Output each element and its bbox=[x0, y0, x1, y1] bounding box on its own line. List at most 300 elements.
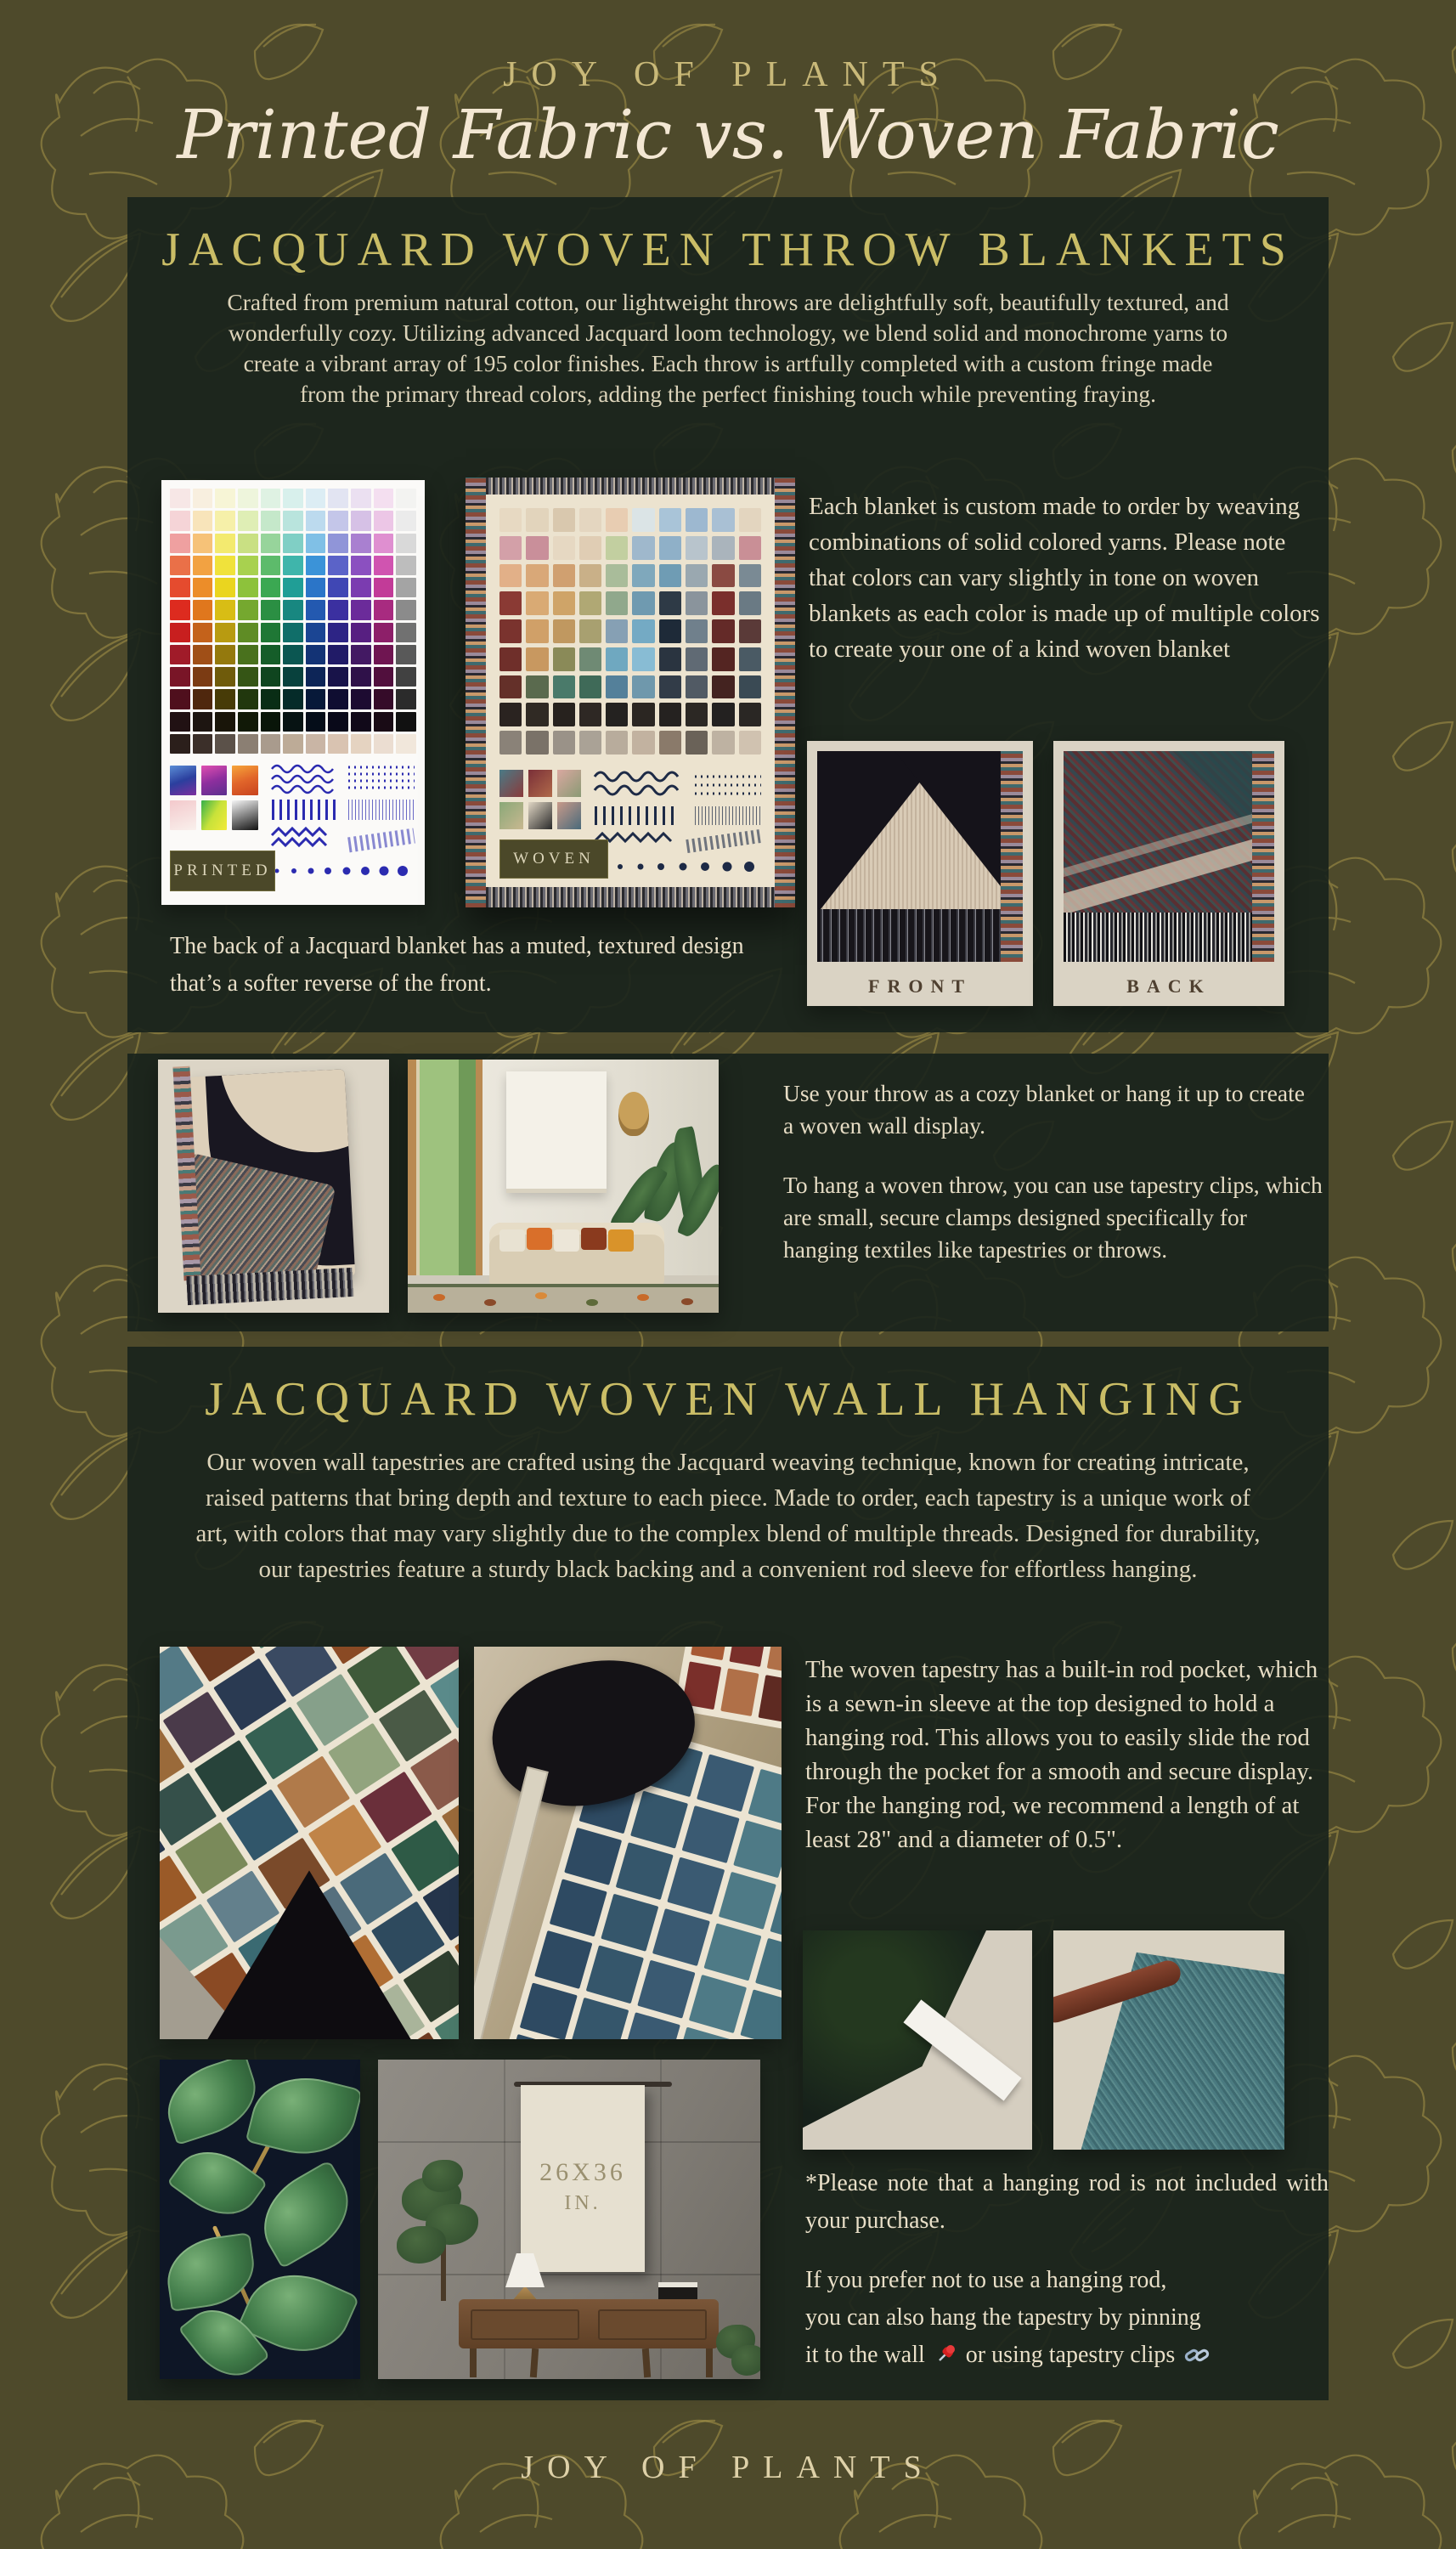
color-swatch bbox=[261, 600, 281, 619]
dark-green-fabric bbox=[803, 1930, 1032, 2150]
color-swatch bbox=[686, 508, 708, 532]
sofa-pillow bbox=[554, 1229, 579, 1252]
color-swatch bbox=[564, 1828, 622, 1885]
woven-fringe-bottom bbox=[486, 887, 775, 907]
color-swatch bbox=[739, 591, 761, 615]
color-swatch bbox=[170, 734, 190, 754]
books-stack bbox=[658, 2287, 697, 2299]
color-swatch bbox=[193, 689, 213, 709]
color-swatch bbox=[238, 645, 258, 664]
color-swatch bbox=[526, 536, 548, 560]
color-swatch bbox=[579, 703, 601, 726]
table-drawer bbox=[598, 2309, 707, 2340]
color-swatch bbox=[499, 564, 522, 588]
front-side-fringe bbox=[1001, 751, 1023, 962]
color-swatch bbox=[739, 619, 761, 643]
gradient-tile bbox=[528, 770, 552, 797]
color-swatch bbox=[499, 675, 522, 699]
color-swatch bbox=[739, 508, 761, 532]
color-swatch bbox=[499, 508, 522, 532]
color-swatch bbox=[306, 667, 326, 687]
color-swatch bbox=[630, 1791, 688, 1849]
color-swatch bbox=[606, 508, 628, 532]
back-side-fringe bbox=[1252, 751, 1274, 962]
color-swatch bbox=[306, 734, 326, 754]
color-swatch bbox=[170, 645, 190, 664]
gradient-tile bbox=[557, 770, 581, 797]
color-swatch bbox=[193, 578, 213, 597]
color-swatch bbox=[659, 536, 681, 560]
color-swatch bbox=[283, 667, 303, 687]
color-swatch bbox=[499, 619, 522, 643]
room-mockup-photo bbox=[378, 2060, 760, 2379]
wall-intro: Our woven wall tapestries are crafted using the Jacquard weaving technique, known for creating intricate, raised patterns that bring depth and texture to each piece. Made to order, each tapestry is a unique work of art, with colors that may vary slightly due to the complex blend of multiple threads. Designed for durability, our tapestries feature a sturdy black backing and a convenient rod sleeve for effortless hanging. bbox=[195, 1449, 1261, 1583]
color-swatch bbox=[238, 600, 258, 619]
color-swatch bbox=[719, 1872, 776, 1930]
color-swatch bbox=[526, 675, 548, 699]
color-swatch bbox=[667, 1857, 725, 1915]
color-swatch bbox=[686, 536, 708, 560]
color-swatch bbox=[170, 556, 190, 575]
gradient-tile bbox=[170, 800, 196, 830]
color-swatch bbox=[606, 647, 628, 671]
color-swatch bbox=[553, 536, 575, 560]
color-swatch bbox=[632, 703, 654, 726]
color-swatch bbox=[170, 511, 190, 530]
color-swatch bbox=[686, 647, 708, 671]
woven-label-text: WOVEN bbox=[513, 850, 595, 868]
pushpin-icon bbox=[934, 2343, 957, 2365]
color-swatch bbox=[215, 556, 235, 575]
color-swatch bbox=[759, 1675, 782, 1723]
color-swatch bbox=[328, 511, 348, 530]
color-swatch bbox=[579, 647, 601, 671]
color-swatch bbox=[215, 689, 235, 709]
alt-line-3b: or using tapestry clips bbox=[965, 2342, 1176, 2368]
sofa-pillow bbox=[581, 1228, 607, 1250]
color-swatch bbox=[238, 667, 258, 687]
color-swatch bbox=[215, 734, 235, 754]
wall-heading: JACQUARD WOVEN WALL HANGING bbox=[205, 1373, 1251, 1426]
color-swatch bbox=[652, 1908, 710, 1966]
color-swatch bbox=[572, 1997, 629, 2039]
wooden-console-table bbox=[459, 2299, 719, 2348]
brown-rod-photo bbox=[1053, 1930, 1284, 2150]
color-swatch bbox=[534, 1930, 592, 1988]
color-swatch bbox=[261, 712, 281, 732]
woven-color-grid bbox=[499, 508, 761, 755]
color-swatch bbox=[351, 600, 371, 619]
color-swatch bbox=[691, 1647, 730, 1660]
color-swatch bbox=[396, 623, 416, 642]
back-photo-image bbox=[1064, 751, 1274, 962]
color-swatch bbox=[328, 712, 348, 732]
color-swatch bbox=[686, 619, 708, 643]
color-swatch bbox=[170, 600, 190, 619]
color-swatch bbox=[553, 731, 575, 755]
rod-disclaimer: *Please note that a hanging rod is not included with your purchase. bbox=[805, 2170, 1329, 2234]
throws-intro: Crafted from premium natural cotton, our lightweight throws are delightfully soft, beautifully textured, and wonderfully cozy. Utilizing advanced Jacquard loom technology, we blend solid and monochrome yarns to create a vibrant array of 195 color finishes. Each throw is artfully completed with a custom fringe made from the primary thread colors, adding the perfect finishing touch while preventing fraying. bbox=[227, 289, 1229, 407]
color-swatch bbox=[767, 1647, 782, 1674]
back-label: BACK bbox=[1126, 975, 1211, 997]
color-swatch bbox=[351, 623, 371, 642]
color-swatch bbox=[553, 508, 575, 532]
color-swatch bbox=[238, 712, 258, 732]
color-swatch bbox=[396, 734, 416, 754]
color-swatch bbox=[526, 591, 548, 615]
color-swatch bbox=[238, 734, 258, 754]
color-swatch bbox=[374, 623, 394, 642]
color-swatch bbox=[682, 1806, 740, 1863]
color-swatch bbox=[306, 578, 326, 597]
color-swatch bbox=[351, 511, 371, 530]
color-swatch bbox=[396, 689, 416, 709]
page-subtitle: Printed Fabric vs. Woven Fabric bbox=[177, 95, 1279, 174]
back-bottom-fringe bbox=[1064, 913, 1252, 962]
color-swatch bbox=[526, 564, 548, 588]
color-swatch bbox=[396, 556, 416, 575]
printed-color-grid bbox=[170, 489, 416, 754]
color-swatch bbox=[283, 600, 303, 619]
wicker-pendant-lamp bbox=[618, 1092, 649, 1136]
hang-paragraph-1: Use your throw as a cozy blanket or hang it up to create a woven wall display. bbox=[783, 1080, 1305, 1139]
size-mockup-tapestry bbox=[521, 2085, 645, 2272]
table-leg bbox=[706, 2348, 713, 2377]
color-swatch bbox=[632, 536, 654, 560]
color-swatch bbox=[712, 647, 734, 671]
color-swatch bbox=[351, 645, 371, 664]
alt-line-3 bbox=[805, 2337, 1340, 2374]
color-swatch bbox=[283, 689, 303, 709]
color-swatch bbox=[616, 1842, 674, 1900]
color-swatch bbox=[306, 689, 326, 709]
color-swatch bbox=[193, 489, 213, 508]
color-swatch bbox=[283, 623, 303, 642]
printed-gradient-tiles bbox=[170, 766, 258, 830]
size-unit-text: IN. bbox=[564, 2192, 601, 2214]
woven-pattern-swatches bbox=[593, 768, 763, 879]
color-swatch bbox=[374, 600, 394, 619]
color-swatch bbox=[632, 619, 654, 643]
color-swatch bbox=[351, 534, 371, 553]
color-swatch bbox=[328, 578, 348, 597]
rug-motif bbox=[535, 1292, 547, 1299]
sofa-pillow bbox=[608, 1229, 634, 1252]
color-swatch bbox=[215, 623, 235, 642]
color-swatch bbox=[261, 511, 281, 530]
color-swatch bbox=[686, 591, 708, 615]
alt-line-2: you can also hang the tapestry by pinning bbox=[805, 2304, 1201, 2331]
woven-gradient-tiles bbox=[499, 770, 581, 829]
color-swatch bbox=[306, 534, 326, 553]
front-photo bbox=[807, 741, 1033, 1006]
color-swatch bbox=[351, 489, 371, 508]
color-swatch bbox=[238, 689, 258, 709]
color-swatch bbox=[215, 534, 235, 553]
color-swatch bbox=[215, 667, 235, 687]
footer-brand: JOY OF PLANTS bbox=[521, 2450, 935, 2485]
color-swatch bbox=[193, 667, 213, 687]
color-swatch bbox=[659, 731, 681, 755]
color-swatch bbox=[526, 619, 548, 643]
rug-motif bbox=[637, 1294, 649, 1301]
color-swatch bbox=[659, 703, 681, 726]
color-swatch bbox=[328, 667, 348, 687]
color-swatch bbox=[623, 2012, 680, 2039]
color-swatch bbox=[755, 1938, 782, 1996]
rod-pocket-note: The woven tapestry has a built-in rod pocket, which is a sewn-in sleeve at the top designed to hold a hanging rod. This allows you to easily slide the rod through the pocket for a smooth and secure display. For the hanging rod, we recommend a length of at least 28" and a diameter of 0.5". bbox=[805, 1656, 1318, 1853]
color-swatch bbox=[193, 556, 213, 575]
color-swatch bbox=[606, 591, 628, 615]
color-swatch bbox=[712, 536, 734, 560]
color-swatch bbox=[238, 489, 258, 508]
color-swatch bbox=[579, 564, 601, 588]
color-swatch bbox=[712, 564, 734, 588]
color-swatch bbox=[170, 689, 190, 709]
color-swatch bbox=[632, 731, 654, 755]
color-swatch bbox=[739, 703, 761, 726]
color-swatch bbox=[579, 508, 601, 532]
color-swatch bbox=[261, 623, 281, 642]
color-swatch bbox=[374, 578, 394, 597]
hang-paragraph-2: To hang a woven throw, you can use tapestry clips, which are small, secure clamps designed specifically for hanging textiles like tapestries or throws. bbox=[783, 1172, 1323, 1263]
color-swatch bbox=[215, 600, 235, 619]
color-swatch bbox=[261, 578, 281, 597]
color-swatch bbox=[193, 734, 213, 754]
table-drawer bbox=[471, 2309, 579, 2340]
color-swatch bbox=[283, 578, 303, 597]
gradient-tile bbox=[499, 802, 523, 829]
woven-label-badge bbox=[499, 839, 608, 879]
color-swatch bbox=[553, 675, 575, 699]
color-swatch bbox=[328, 556, 348, 575]
color-swatch bbox=[261, 734, 281, 754]
color-swatch bbox=[170, 578, 190, 597]
color-swatch bbox=[526, 703, 548, 726]
color-swatch bbox=[720, 1668, 759, 1716]
alt-line-1: If you prefer not to use a hanging rod, bbox=[805, 2267, 1167, 2293]
woven-fringe-left bbox=[466, 478, 486, 907]
color-swatch bbox=[374, 489, 394, 508]
color-swatch bbox=[659, 647, 681, 671]
table-leg bbox=[470, 2348, 477, 2377]
small-plant bbox=[731, 2345, 760, 2376]
color-swatch bbox=[170, 623, 190, 642]
patterned-rug bbox=[408, 1284, 719, 1313]
color-swatch bbox=[739, 675, 761, 699]
color-swatch bbox=[170, 712, 190, 732]
gradient-tile bbox=[232, 766, 258, 795]
color-swatch bbox=[396, 667, 416, 687]
color-swatch bbox=[396, 712, 416, 732]
color-swatch bbox=[704, 1924, 762, 1981]
color-swatch bbox=[601, 1894, 658, 1952]
color-swatch bbox=[351, 556, 371, 575]
throws-heading: JACQUARD WOVEN THROW BLANKETS bbox=[161, 223, 1295, 276]
color-swatch bbox=[739, 731, 761, 755]
color-swatch bbox=[215, 578, 235, 597]
gradient-tile bbox=[170, 766, 196, 795]
alternative-hanging-note bbox=[805, 2262, 1340, 2374]
color-swatch bbox=[306, 623, 326, 642]
gradient-tile bbox=[201, 766, 228, 795]
color-swatch bbox=[632, 564, 654, 588]
rug-motif bbox=[484, 1299, 496, 1306]
folded-blanket bbox=[187, 1069, 356, 1284]
color-swatch bbox=[238, 534, 258, 553]
color-swatch bbox=[499, 591, 522, 615]
color-swatch bbox=[328, 645, 348, 664]
color-swatch bbox=[374, 645, 394, 664]
color-swatch bbox=[499, 703, 522, 726]
color-swatch bbox=[396, 534, 416, 553]
color-swatch bbox=[499, 731, 522, 755]
tapestry-corner-photo bbox=[474, 1647, 782, 2039]
back-photo bbox=[1053, 741, 1284, 1006]
color-swatch bbox=[328, 623, 348, 642]
color-swatch bbox=[328, 489, 348, 508]
color-swatch bbox=[238, 578, 258, 597]
leaf-tapestry-photo bbox=[160, 2060, 360, 2379]
color-swatch bbox=[328, 689, 348, 709]
color-swatch bbox=[215, 511, 235, 530]
hanging-white-throw bbox=[506, 1071, 607, 1193]
color-swatch bbox=[374, 556, 394, 575]
color-swatch bbox=[638, 1960, 696, 2018]
color-swatch bbox=[632, 591, 654, 615]
color-swatch bbox=[499, 647, 522, 671]
printed-pattern-swatches bbox=[270, 762, 416, 898]
color-swatch bbox=[283, 489, 303, 508]
color-swatch bbox=[739, 564, 761, 588]
color-swatch bbox=[170, 667, 190, 687]
color-swatch bbox=[579, 675, 601, 699]
color-swatch bbox=[579, 731, 601, 755]
link-icon bbox=[1184, 2345, 1210, 2365]
color-swatch bbox=[238, 511, 258, 530]
size-text: 26X36 bbox=[539, 2158, 626, 2186]
color-swatch bbox=[659, 675, 681, 699]
woven-blanket-photo bbox=[466, 478, 795, 907]
color-swatch bbox=[261, 667, 281, 687]
color-swatch bbox=[632, 508, 654, 532]
gradient-tile bbox=[557, 802, 581, 829]
gradient-tile bbox=[528, 802, 552, 829]
color-swatch bbox=[526, 647, 548, 671]
wall-groove bbox=[378, 2274, 760, 2275]
color-swatch bbox=[520, 1982, 578, 2039]
color-swatch bbox=[499, 536, 522, 560]
color-swatch bbox=[659, 564, 681, 588]
color-swatch bbox=[739, 647, 761, 671]
gradient-tile bbox=[499, 770, 523, 797]
color-swatch bbox=[193, 712, 213, 732]
color-swatch bbox=[553, 647, 575, 671]
color-swatch bbox=[712, 591, 734, 615]
color-swatch bbox=[351, 578, 371, 597]
front-label: FRONT bbox=[868, 975, 972, 997]
color-swatch bbox=[741, 1990, 782, 2039]
color-swatch bbox=[374, 511, 394, 530]
color-swatch bbox=[579, 536, 601, 560]
color-swatch bbox=[283, 712, 303, 732]
color-swatch bbox=[396, 600, 416, 619]
color-swatch bbox=[729, 1647, 768, 1667]
color-swatch bbox=[579, 619, 601, 643]
color-swatch bbox=[659, 591, 681, 615]
color-swatch bbox=[712, 619, 734, 643]
woven-fringe-right bbox=[775, 478, 795, 907]
color-swatch bbox=[606, 536, 628, 560]
color-swatch bbox=[686, 731, 708, 755]
color-swatch bbox=[739, 536, 761, 560]
color-swatch bbox=[170, 534, 190, 553]
color-swatch bbox=[374, 534, 394, 553]
color-swatch bbox=[712, 508, 734, 532]
tapestry-grid-photo bbox=[160, 1647, 459, 2039]
color-swatch bbox=[526, 731, 548, 755]
rug-motif bbox=[433, 1294, 445, 1301]
color-swatch bbox=[659, 619, 681, 643]
living-room-photo bbox=[408, 1060, 719, 1313]
color-swatch bbox=[351, 667, 371, 687]
color-swatch bbox=[550, 1879, 607, 1937]
color-swatch bbox=[374, 689, 394, 709]
color-swatch bbox=[396, 489, 416, 508]
custom-made-note: Each blanket is custom made to order by weaving combinations of solid colored yarns. Please note that colors can vary slightly in tone on woven blankets as each color is made up of multiple colors to create your one of a kind woven blanket bbox=[809, 493, 1320, 663]
color-swatch bbox=[748, 1769, 782, 1827]
color-swatch bbox=[170, 489, 190, 508]
color-swatch bbox=[396, 645, 416, 664]
gradient-tile bbox=[201, 800, 228, 830]
color-swatch bbox=[374, 734, 394, 754]
color-swatch bbox=[193, 511, 213, 530]
color-swatch bbox=[553, 619, 575, 643]
color-swatch bbox=[261, 689, 281, 709]
brand-title: JOY OF PLANTS bbox=[503, 55, 953, 94]
color-swatch bbox=[283, 556, 303, 575]
color-swatch bbox=[712, 675, 734, 699]
white-rod-photo bbox=[803, 1930, 1032, 2150]
sofa-pillow bbox=[499, 1229, 525, 1252]
color-swatch bbox=[712, 731, 734, 755]
rug-motif bbox=[681, 1298, 693, 1305]
color-swatch bbox=[193, 645, 213, 664]
color-swatch bbox=[686, 564, 708, 588]
color-swatch bbox=[261, 645, 281, 664]
color-swatch bbox=[193, 534, 213, 553]
color-swatch bbox=[606, 564, 628, 588]
color-swatch bbox=[193, 623, 213, 642]
color-swatch bbox=[374, 667, 394, 687]
color-swatch bbox=[261, 489, 281, 508]
color-swatch bbox=[306, 645, 326, 664]
color-swatch bbox=[215, 712, 235, 732]
color-swatch bbox=[283, 511, 303, 530]
color-swatch bbox=[328, 600, 348, 619]
color-swatch bbox=[606, 731, 628, 755]
color-swatch bbox=[686, 675, 708, 699]
color-swatch bbox=[396, 511, 416, 530]
alt-line-3a: it to the wall bbox=[805, 2342, 925, 2368]
color-swatch bbox=[238, 556, 258, 575]
color-swatch bbox=[283, 734, 303, 754]
color-swatch bbox=[351, 712, 371, 732]
color-swatch bbox=[606, 703, 628, 726]
front-bottom-fringe bbox=[817, 909, 1001, 962]
printed-label-text: PRINTED bbox=[173, 862, 272, 879]
color-swatch bbox=[306, 556, 326, 575]
